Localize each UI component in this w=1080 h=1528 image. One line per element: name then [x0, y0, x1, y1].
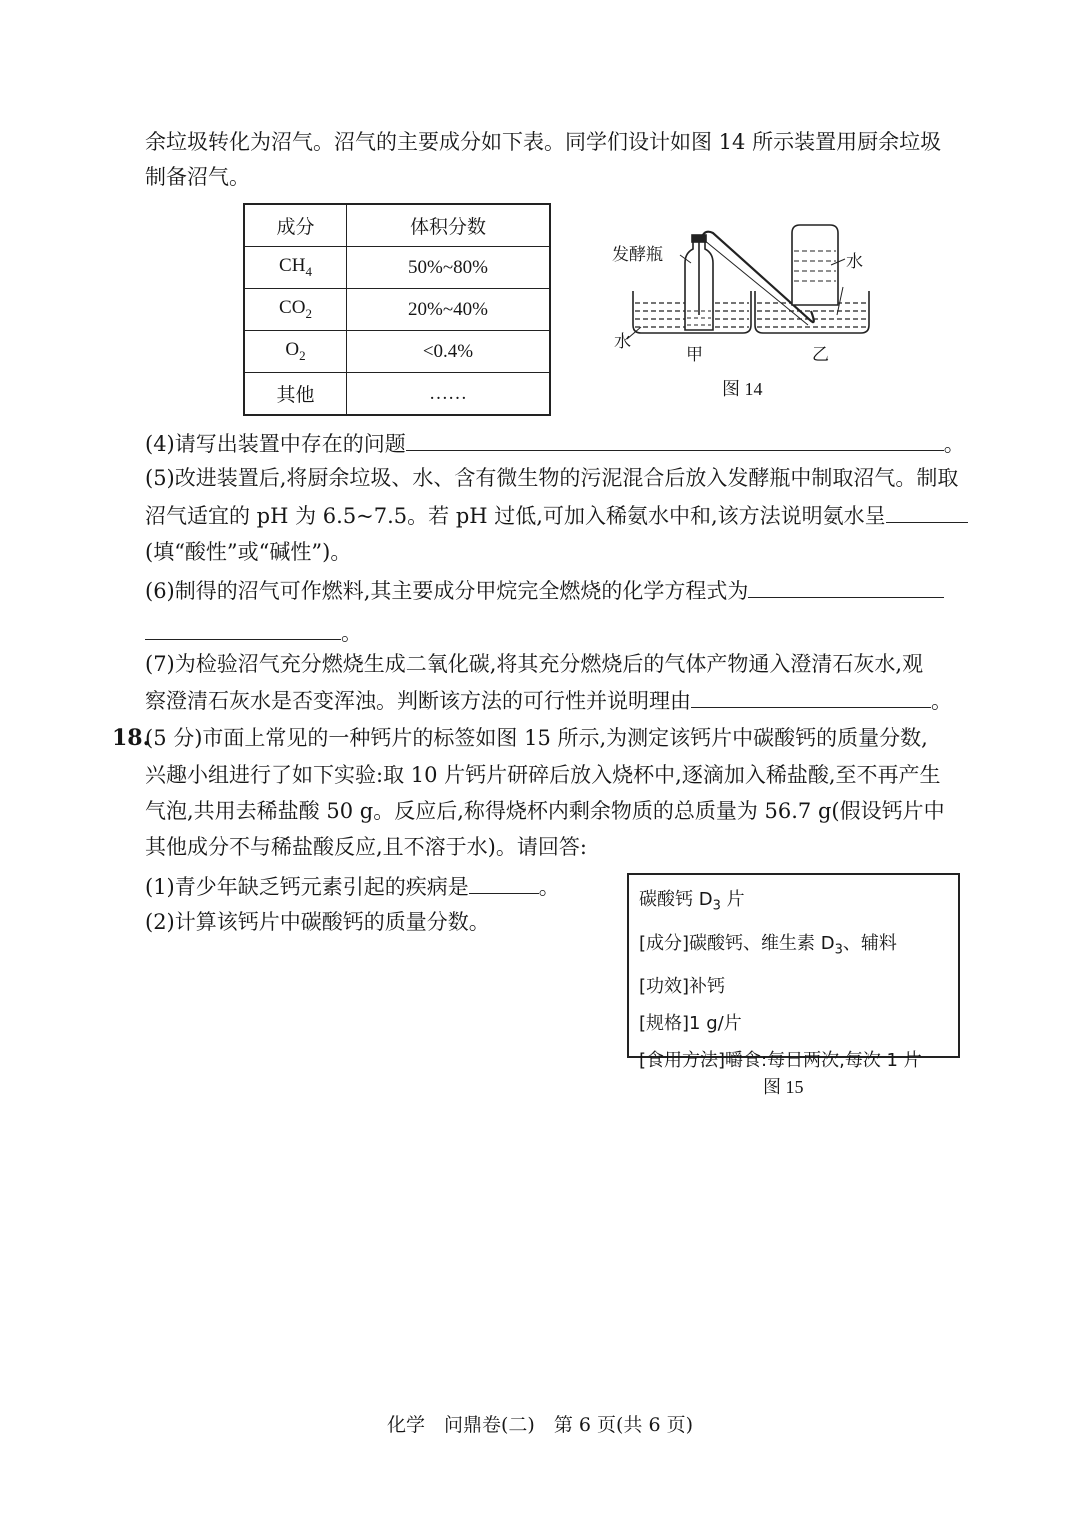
label-title: 碳酸钙 $D_3$ 片 [639, 889, 745, 914]
table-row [244, 331, 550, 373]
label-effect: [功效]补钙 [639, 976, 726, 998]
table-cell-value: 50%~80% [347, 247, 551, 289]
label-yi: 乙 [812, 345, 829, 365]
question-5-line-2: 沼气适宜的 pH 为 6.5~7.5。若 pH 过低,可加入稀氨水中和,该方法说明氨水呈 [145, 500, 968, 531]
question-18-line-4: 其他成分不与稀盐酸反应,且不溶于水)。请回答: [145, 835, 587, 859]
figure-14-apparatus-diagram [605, 215, 890, 365]
answer-blank-q18-1[interactable] [469, 871, 539, 894]
table-cell-value: 20%~40% [347, 289, 551, 331]
table-cell-component: $CH_4$ [244, 247, 347, 289]
label-ingredients: [成分]碳酸钙、维生素 $D_3$、辅料 [639, 932, 897, 958]
table-row [244, 289, 550, 331]
table-cell-component: $CO_2$ [244, 289, 347, 331]
figure-15-caption: 图 15 [763, 1077, 804, 1097]
answer-blank-q6-b[interactable] [145, 617, 341, 640]
question-18-line-3: 气泡,共用去稀盐酸 50 g。反应后,称得烧杯内剩余物质的总质量为 56.7 g(假设钙片中 [145, 799, 945, 823]
answer-blank-q6-a[interactable] [748, 575, 944, 598]
table-row [244, 247, 550, 289]
answer-blank-q4[interactable] [406, 428, 944, 451]
question-6-line-1: (6)制得的沼气可作燃料,其主要成分甲烷完全燃烧的化学方程式为 [145, 575, 944, 606]
table-header-row [244, 204, 550, 247]
label-fermentation-bottle: 发酵瓶 [612, 245, 663, 265]
label-water-left: 水 [614, 332, 631, 352]
question-5-line-1: (5)改进装置后,将厨余垃圾、水、含有微生物的污泥混合后放入发酵瓶中制取沼气。制取 [145, 466, 959, 490]
question-6-line-2: 。 [145, 617, 362, 648]
question-7-line-1: (7)为检验沼气充分燃烧生成二氧化碳,将其充分燃烧后的气体产物通入澄清石灰水,观 [145, 652, 924, 676]
table-header-component: 成分 [244, 204, 347, 247]
question-18-line-1: (5 分)市面上常见的一种钙片的标签如图 15 所示,为测定该钙片中碳酸钙的质量分数, [145, 726, 928, 750]
question-7-line-2: 察澄清石灰水是否变浑浊。判断该方法的可行性并说明理由 。 [145, 685, 952, 716]
label-spec: [规格]1 g/片 [639, 1013, 742, 1035]
answer-blank-q7[interactable] [691, 685, 931, 708]
question-18-number: 18. [112, 725, 151, 751]
figure-14-caption: 图 14 [722, 379, 763, 399]
biogas-composition-table [243, 203, 551, 416]
intro-line-1: 余垃圾转化为沼气。沼气的主要成分如下表。同学们设计如图 14 所示装置用厨余垃圾 [145, 130, 942, 154]
label-jia: 甲 [686, 345, 703, 365]
calcium-tablet-label [627, 873, 960, 1072]
table-header-volume-fraction: 体积分数 [347, 204, 551, 247]
label-water-right: 水 [846, 252, 863, 272]
page-footer: 化学 问鼎卷(二) 第 6 页(共 6 页) [387, 1414, 693, 1436]
intro-line-2: 制备沼气。 [145, 165, 250, 189]
question-18-line-2: 兴趣小组进行了如下实验:取 10 片钙片研碎后放入烧杯中,逐滴加入稀盐酸,至不再产生 [145, 763, 941, 787]
table-cell-component: 其他 [244, 373, 347, 416]
table-cell-component: $O_2$ [244, 331, 347, 373]
table-row [244, 373, 550, 416]
question-18-sub-1: (1)青少年缺乏钙元素引起的疾病是 。 [145, 871, 560, 902]
label-usage: [食用方法]嚼食:每日两次,每次 1 片 [639, 1050, 922, 1072]
answer-blank-q5[interactable] [886, 500, 968, 523]
table-cell-value: …… [347, 373, 551, 416]
table-cell-value: <0.4% [347, 331, 551, 373]
question-5-line-3: (填“酸性”或“碱性”)。 [145, 540, 352, 564]
question-18-sub-2: (2)计算该钙片中碳酸钙的质量分数。 [145, 910, 490, 934]
question-4: (4)请写出装置中存在的问题 。 [145, 428, 965, 459]
